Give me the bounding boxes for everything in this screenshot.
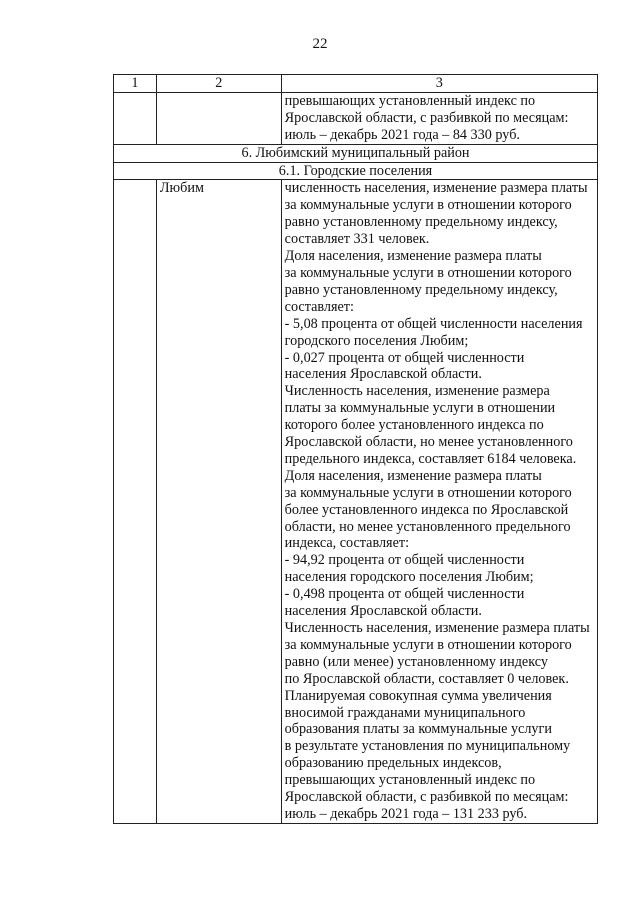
text-line: области, но менее установленного предельного: [284, 518, 571, 535]
text-line: Численность населения, изменение размера платы: [284, 620, 590, 636]
continuation-row: [114, 92, 598, 144]
text-line: городского поселения Любим;: [284, 332, 469, 349]
text-line: составляет:: [284, 298, 354, 315]
settlement-row: [114, 180, 598, 823]
text-line: по Ярославской области, составляет 0 человек.: [284, 670, 569, 687]
text-line: Численность населения, изменение размера: [284, 383, 550, 400]
text-line: Планируемая совокупная сумма увеличения: [284, 687, 552, 704]
text-line: Ярославской области, но менее установленного: [284, 434, 573, 451]
column-number: 2: [156, 75, 281, 93]
continuation-text: [281, 92, 597, 144]
page-number: 22: [312, 36, 328, 52]
column-number-row: [114, 75, 598, 93]
text-line: равно установленному предельному индексу,: [284, 214, 558, 231]
document-table: [113, 74, 598, 824]
text-line: июль – декабрь 2021 года – 84 330 руб.: [284, 126, 520, 143]
text-line: составляет 331 человек.: [284, 231, 430, 248]
settlement-name: Любим: [156, 180, 281, 823]
text-line: - 94,92 процента от общей численности: [284, 552, 525, 569]
text-line: платы за коммунальные услуги в отношении: [284, 400, 556, 417]
empty-cell: [156, 92, 281, 144]
section-title: 6. Любимский муниципальный район: [114, 144, 598, 162]
text-line: за коммунальные услуги в отношении которого: [284, 636, 572, 653]
section-row: [114, 144, 598, 162]
text-line: которого более установленного индекса по: [284, 417, 544, 434]
text-line: равно установленному предельному индексу,: [284, 281, 558, 298]
text-line: населения городского поселения Любим;: [284, 569, 534, 586]
text-line: июль – декабрь 2021 года – 131 233 руб.: [284, 805, 528, 822]
text-line: населения Ярославской области.: [284, 366, 482, 383]
text-line: предельного индекса, составляет 6184 человека.: [284, 450, 577, 467]
text-line: вносимой гражданами муниципального: [284, 704, 526, 721]
empty-cell: [114, 92, 157, 144]
text-line: Ярославской области, с разбивкой по месяцам:: [284, 109, 569, 126]
subsection-title: 6.1. Городские поселения: [114, 162, 598, 180]
text-line: в результате установления по муниципальному: [284, 738, 571, 755]
subsection-row: [114, 162, 598, 180]
empty-cell: [114, 180, 157, 823]
text-line: превышающих установленный индекс по: [284, 772, 536, 789]
text-line: - 0,027 процента от общей численности: [284, 349, 525, 366]
text-line: образования платы за коммунальные услуги: [284, 721, 552, 738]
text-line: за коммунальные услуги в отношении которого: [284, 264, 572, 281]
settlement-description: [281, 180, 597, 823]
text-line: превышающих установленный индекс по: [284, 92, 536, 109]
text-line: за коммунальные услуги в отношении которого: [284, 484, 572, 501]
column-number: 3: [281, 75, 597, 93]
text-line: Доля населения, изменение размера платы: [284, 248, 542, 265]
text-line: - 0,498 процента от общей численности: [284, 586, 525, 603]
text-line: более установленного индекса по Ярославской: [284, 501, 569, 518]
text-line: численность населения, изменение размера платы: [284, 180, 588, 197]
text-line: равно (или менее) установленному индексу: [284, 653, 548, 670]
text-line: индекса, составляет:: [284, 535, 410, 552]
text-line: Доля населения, изменение размера платы: [284, 467, 542, 484]
text-line: образованию предельных индексов,: [284, 755, 502, 772]
text-line: Ярославской области, с разбивкой по месяцам:: [284, 789, 569, 806]
text-line: населения Ярославской области.: [284, 603, 482, 620]
column-number: 1: [114, 75, 157, 93]
text-line: - 5,08 процента от общей численности населения: [284, 315, 583, 332]
text-line: за коммунальные услуги в отношении которого: [284, 197, 572, 214]
